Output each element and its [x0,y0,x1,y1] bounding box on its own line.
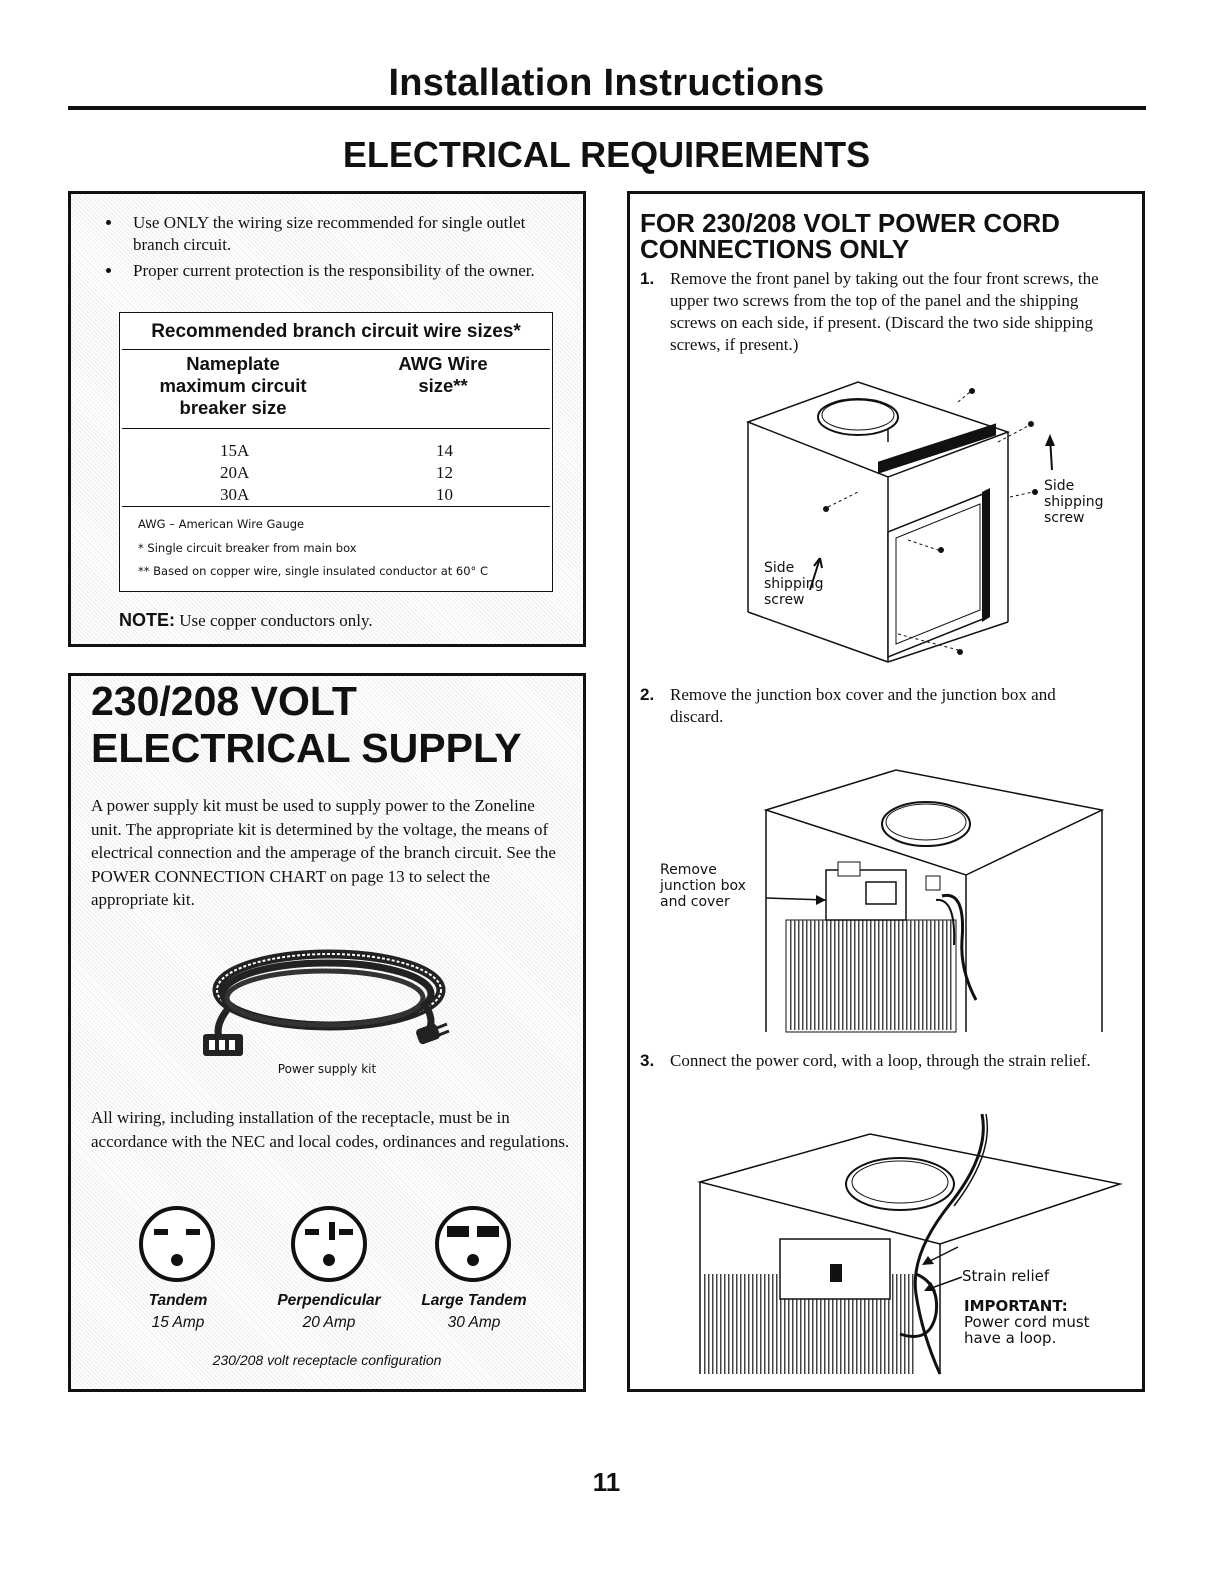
connections-title-line: FOR 230/208 VOLT POWER CORD [640,208,1060,238]
table-cell-breaker: 30A [220,485,250,504]
receptacle-tandem-icon [137,1204,217,1284]
footnote: ** Based on copper wire, single insulated conductor at 60° C [138,564,488,578]
note-text: Use copper conductors only. [179,611,373,630]
receptacle-large-tandem [399,1286,549,1332]
side-screw-label-left [764,560,823,608]
receptacle-large-tandem-icon [433,1204,513,1284]
supply-title-line: 230/208 VOLT [91,678,357,724]
cord-caption: Power supply kit [277,1062,377,1076]
requirements-box [68,191,586,647]
receptacle-name: Large Tandem [421,1292,527,1309]
header-rule [122,428,550,429]
col-header-line: AWG Wire [398,353,488,374]
label-line: have a loop. [964,1329,1057,1347]
section-title: ELECTRICAL REQUIREMENTS [342,134,871,175]
unit-front-panel-diagram [748,382,1048,662]
strain-relief-label: Strain relief [962,1267,1050,1285]
junction-box-label [660,862,746,910]
col-header-line: breaker size [179,397,287,418]
bullet-item: • Use ONLY the wiring size recommended for single outlet branch circuit. [123,212,561,256]
junction-box-diagram [766,770,1102,1032]
supply-title [91,678,522,772]
supply-box [68,673,586,1392]
col-header-line: maximum circuit [159,375,307,396]
note-label: NOTE: [119,610,175,630]
receptacle-name: Perpendicular [277,1292,381,1309]
wiring-paragraph: All wiring, including installation of the receptacle, must be in accordance with the NEC and local codes, ordinances and regulations. [91,1108,570,1151]
step-1 [640,268,1120,356]
label-line: screw [764,592,805,608]
label-line: shipping [764,576,824,592]
table-cell-breaker: 15A [220,441,250,460]
connections-title [640,210,1060,262]
table-cell-awg: 14 [436,441,453,460]
table-cell-awg: 10 [436,485,453,504]
col-header-line: Nameplate [186,353,280,374]
label-line: Side [764,560,795,576]
receptacle-amp: 15 Amp [151,1314,205,1331]
step-number: 2. [640,685,655,704]
table-cell-awg: 12 [436,463,453,482]
label-line: junction box [660,878,746,894]
requirements-bullets [93,212,561,282]
receptacle-caption: 230/208 volt receptacle configuration [212,1352,442,1368]
wire-size-table [119,312,553,592]
table-cell-breaker: 20A [220,463,250,482]
footnote: * Single circuit breaker from main box [138,541,357,555]
grille-pattern [788,920,954,1030]
supply-title-line: ELECTRICAL SUPPLY [91,725,522,771]
table-title: Recommended branch circuit wire sizes* [122,313,550,350]
supply-paragraph: A power supply kit must be used to supply power to the Zoneline unit. The appropriate kit is determined by the voltage, the means of electrical connection and the amperage of the branch circuit. See the POWER CONNECTION CHART on page 13 to select the appropriate kit. [91,796,556,909]
label-line: shipping [1044,494,1104,510]
col-header-line: size** [418,375,468,396]
label-line: Side [1044,478,1075,494]
page-number: 11 [592,1467,621,1497]
footnote: AWG – American Wire Gauge [138,517,305,531]
connections-box [627,191,1145,1392]
label-line: screw [1044,510,1085,526]
step-text: Remove the front panel by taking out the four front screws, the upper two screws from the top of the panel and the shipping screws on each side, if present. (Discard the two side shipping screws, if present.) [670,269,1099,354]
receptacle-perpendicular [254,1286,404,1332]
step-number: 1. [640,269,655,288]
receptacle-tandem [103,1286,253,1332]
label-line: and cover [660,894,730,910]
label-line: Power cord must [964,1313,1090,1331]
side-screw-label-right [1044,478,1103,526]
receptacle-amp: 20 Amp [302,1314,356,1331]
column-header-breaker [128,353,338,419]
important-heading: IMPORTANT: [964,1297,1068,1315]
step-text: Connect the power cord, with a loop, through the strain relief. [670,1051,1091,1070]
bullet-item: • Proper current protection is the responsibility of the owner. [123,260,561,282]
connections-title-line: CONNECTIONS ONLY [640,234,910,264]
receptacle-amp: 30 Amp [447,1314,501,1331]
receptacle-perpendicular-icon [289,1204,369,1284]
title-rule [68,106,1146,110]
note [119,610,373,631]
step-text: Remove the junction box cover and the junction box and discard. [670,685,1056,726]
receptacle-name: Tandem [148,1292,208,1309]
footer-rule [122,506,550,507]
label-line: Remove [660,862,717,878]
page-title: Installation Instructions [388,62,825,104]
power-cord-illustration [191,938,451,1068]
important-label [964,1298,1090,1346]
step-2 [640,684,1120,728]
column-header-awg [358,353,528,397]
step-3 [640,1050,1120,1072]
step-number: 3. [640,1051,655,1070]
